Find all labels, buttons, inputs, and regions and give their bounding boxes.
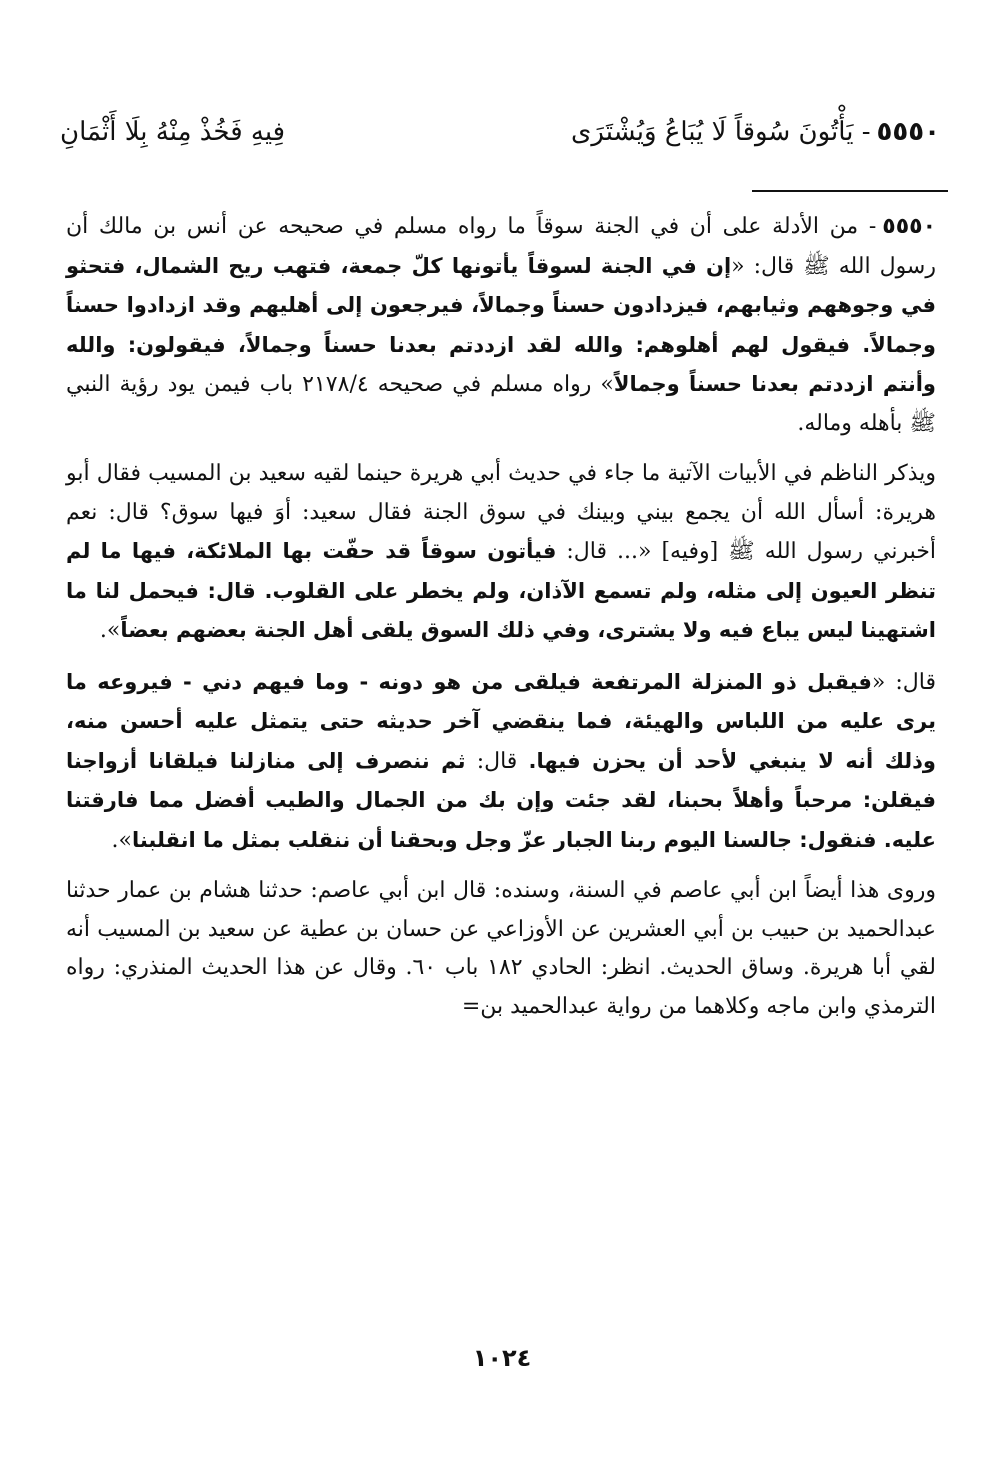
footnote-text: » رواه مسلم في صحيحه ٢١٧٨/٤ باب فيمن يود رؤية النبي ﷺ بأهله وماله. [66, 372, 936, 436]
poem-verse [60, 108, 940, 156]
footnote-paragraph [66, 663, 936, 861]
footnote-text: وروى هذا أيضاً ابن أبي عاصم في السنة، وسنده: قال ابن أبي عاصم: حدثنا هشام بن عمار حدثنا عبدالحميد بن حبيب بن أبي العشرين عن الأوزاعي عن حسان بن عطية عن سعيد بن المسيب أنه لقي أبا هريرة. وساق الحديث. انظر: الحادي ١٨٢ باب ٦٠. وقال عن هذا الحديث المنذري: رواه الترمذي وابن ماجه وكلاهما من رواية عبدالحميد بن= [66, 878, 936, 1019]
footnote-text: ». [99, 618, 121, 643]
hadith-text: إن في الجنة لسوقاً يأتونها كلّ جمعة، فتهب ريح الشمال، فتحثو في وجوههم وثيابهم، فيزدادون حسناً وجمالاً، فيرجعون إلى أهليهم وقد ازدادوا حسناً وجمالاً. فيقول لهم أهلوهم: والله لقد ازددتم بعدنا حسناً وجمالاً، فيقولون: والله وأنتم ازددتم بعدنا حسناً وجمالاً [66, 253, 936, 396]
footnote-text: قال: « [871, 669, 936, 695]
verse-first-hemistich: - يَأْتُونَ سُوقاً لَا يُبَاعُ وَيُشْتَرَى [571, 117, 871, 147]
hadith-text: فيقبل ذو المنزلة المرتفعة فيلقى من هو دونه - وما فيهم دني - فيروعه ما يرى عليه من اللباس والهيئة، فما ينقضي آخر حديثه حتى يتمثل عليه أحسن منه، وذلك أنه لا ينبغي لأحد أن يحزن فيها. [66, 669, 936, 773]
footnote-separator [752, 190, 948, 192]
footnote-number: ٥٥٥٠ [882, 214, 936, 239]
footnote-text: قال: [465, 748, 529, 774]
footnotes [66, 208, 936, 1038]
footnote-text: - من الأدلة على أن في الجنة سوقاً ما رواه مسلم في صحيحه عن أنس بن مالك أن رسول الله ﷺ قال: « [66, 214, 936, 279]
hadith-text: فيأتون سوقاً قد حفّت بها الملائكة، فيها ما لم تنظر العيون إلى مثله، ولم تسمع الآذان، ولم يخطر على القلوب. قال: فيحمل لنا ما اشتهينا ليس يباع فيه ولا يشترى، وفي ذلك السوق يلقى أهل الجنة بعضهم بعضاً [66, 539, 936, 642]
hadith-text: ثم ننصرف إلى منازلنا فيلقانا أزواجنا فيقلن: مرحباً وأهلاً بحبنا، لقد جئت وإن بك من الجمال والطيب أفضل مما فارقتنا عليه. فنقول: جالسنا اليوم ربنا الجبار عزّ وجل وبحقنا أن ننقلب بمثل ما انقلبنا [66, 748, 936, 852]
verse-number: ٥٥٥٠ [876, 117, 940, 147]
footnote-text: ويذكر الناظم في الأبيات الآتية ما جاء في حديث أبي هريرة حينما لقيه سعيد بن المسيب فقال أبو هريرة: أسأل الله أن يجمع بيني وبينك في سوق الجنة فقال سعيد: أوَ فيها سوق؟ قال: نعم أخبرني رسول الله ﷺ [وفيه] «... قال: [66, 461, 937, 564]
footnote-paragraph [66, 455, 936, 651]
page-number: ١٠٢٤ [472, 1344, 532, 1372]
footnote-paragraph [66, 208, 936, 443]
verse-second-hemistich: فِيهِ فَخُذْ مِنْهُ بِلَا أَثْمَانِ [60, 117, 286, 147]
footnote-paragraph [66, 872, 936, 1026]
footnote-text: ». [111, 827, 132, 853]
